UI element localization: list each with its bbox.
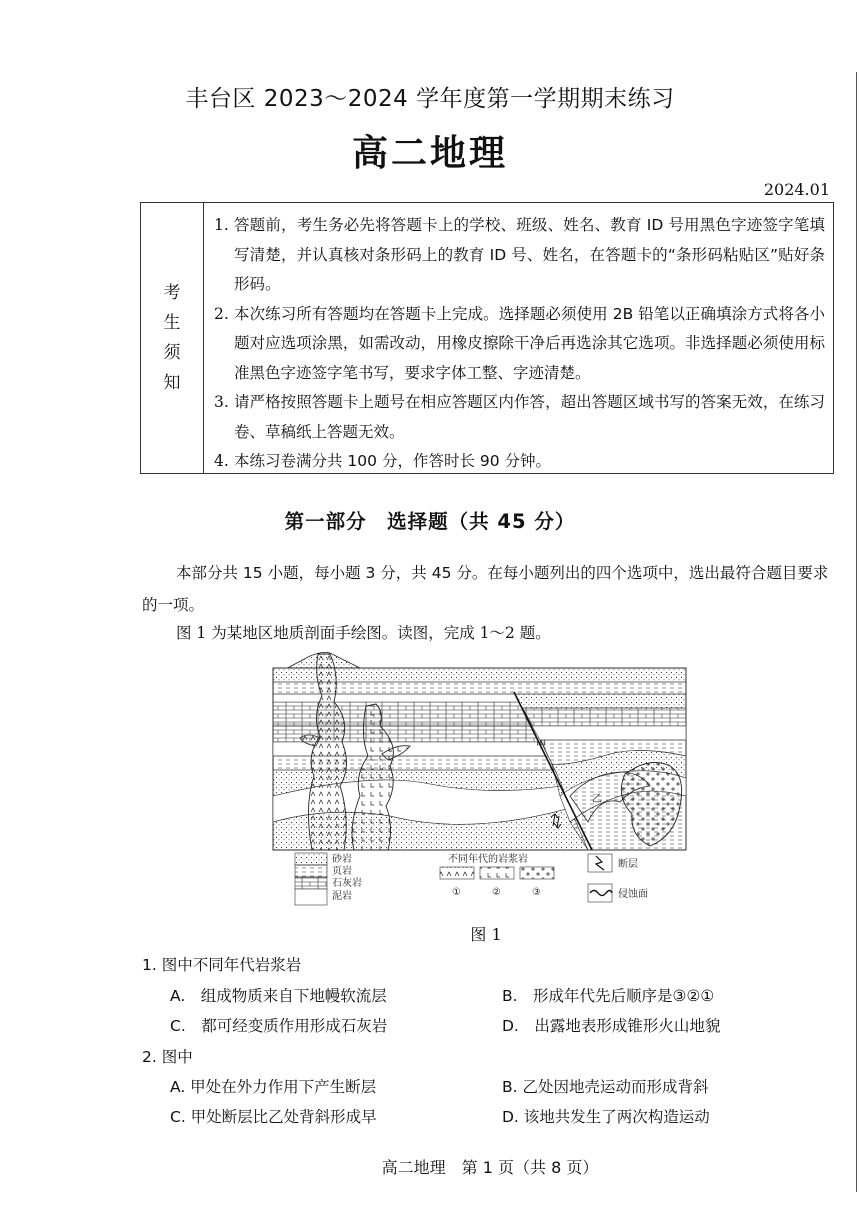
notice-item-text: 本次练习所有答题均在答题卡上完成。选择题必须使用 2B 铅笔以正确填涂方式将各小题对应选项涂黑，如需改动，用橡皮擦除干净后再选涂其它选项。非选择题必须使用标准黑色字迹签字笔书写，要求字体工整、字迹清楚。 xyxy=(234,304,825,382)
legend-magma-3: ③ xyxy=(532,887,541,898)
figure-legend xyxy=(295,852,648,905)
legend-limestone: 石灰岩 xyxy=(332,878,362,889)
notice-item-number: 4. xyxy=(214,452,229,470)
notice-item-number: 2. xyxy=(214,304,229,323)
question-1-option-d: D. 出露地表形成锥形火山地貌 xyxy=(502,1017,721,1035)
notice-item xyxy=(214,211,825,300)
subject-title: 高二地理 xyxy=(351,133,508,174)
legend-magma-1: ① xyxy=(452,887,461,898)
notice-label-char: 考 xyxy=(163,283,181,303)
notice-label-char: 知 xyxy=(163,373,181,393)
notice-item xyxy=(214,300,825,389)
geologic-cross-section-figure xyxy=(270,646,690,916)
question-1-option-b: B. 形成年代先后顺序是③②① xyxy=(502,987,715,1005)
question-2-option-b: B. 乙处因地壳运动而形成背斜 xyxy=(502,1078,709,1096)
geologic-cross-section-drawing xyxy=(270,646,690,916)
legend-mudstone: 泥岩 xyxy=(332,891,352,902)
exam-date: 2024.01 xyxy=(763,180,830,199)
candidate-notice-box xyxy=(140,202,834,474)
question-2-option-a: A. 甲处在外力作用下产生断层 xyxy=(170,1078,377,1096)
exam-title: 丰台区 2023～2024 学年度第一学期期末练习 xyxy=(185,86,675,112)
notice-item-text: 本练习卷满分共 100 分，作答时长 90 分钟。 xyxy=(234,452,552,470)
question-1-option-a: A. 组成物质来自下地幔软流层 xyxy=(170,987,387,1005)
label-jia: 甲 xyxy=(536,740,546,751)
figure-caption: 图 1 xyxy=(470,925,502,944)
question-2-stem: 2. 图中 xyxy=(142,1048,193,1066)
notice-item-text: 答题前，考生务必先将答题卡上的学校、班级、姓名、教育 ID 号用黑色字迹签字笔填写清楚，并认真核对条形码上的教育 ID 号、姓名，在答题卡的“条形码粘贴区”贴好条形码。 xyxy=(234,216,825,293)
notice-items xyxy=(204,203,833,473)
page-footer: 高二地理 第 1 页（共 8 页） xyxy=(381,1158,599,1177)
legend-magma-title: 不同年代的岩浆岩 xyxy=(448,854,528,865)
part-one-instructions: 本部分共 15 小题，每小题 3 分，共 45 分。在每小题列出的四个选项中，选出最符合题目要求的一项。 xyxy=(142,564,829,614)
label-yi: 乙 xyxy=(592,794,602,805)
legend-erosion: 侵蚀面 xyxy=(618,889,648,900)
notice-item xyxy=(214,447,825,477)
figure-intro: 图 1 为某地区地质剖面手绘图。读图，完成 1～2 题。 xyxy=(176,624,551,642)
notice-label xyxy=(141,203,204,473)
legend-shale: 页岩 xyxy=(332,866,352,877)
part-one-title: 第一部分 选择题（共 45 分） xyxy=(284,510,576,533)
notice-item xyxy=(214,388,825,447)
question-1-stem: 1. 图中不同年代岩浆岩 xyxy=(142,956,302,974)
notice-item-text: 请严格按照答题卡上题号在相应答题区内作答，超出答题区域书写的答案无效，在练习卷、草稿纸上答题无效。 xyxy=(234,393,825,441)
notice-item-number: 3. xyxy=(214,393,229,411)
question-2-option-c: C. 甲处断层比乙处背斜形成早 xyxy=(170,1108,377,1126)
legend-magma-2: ② xyxy=(492,887,501,898)
notice-label-char: 生 xyxy=(163,313,181,333)
legend-fault: 断层 xyxy=(618,859,638,870)
question-1-option-c: C. 都可经变质作用形成石灰岩 xyxy=(170,1017,388,1035)
legend-sandstone: 砂岩 xyxy=(332,854,352,865)
question-2-option-d: D. 该地共发生了两次构造运动 xyxy=(502,1108,710,1126)
notice-item-number: 1. xyxy=(214,216,229,234)
notice-label-char: 须 xyxy=(163,343,181,363)
page-right-border xyxy=(856,72,857,1192)
